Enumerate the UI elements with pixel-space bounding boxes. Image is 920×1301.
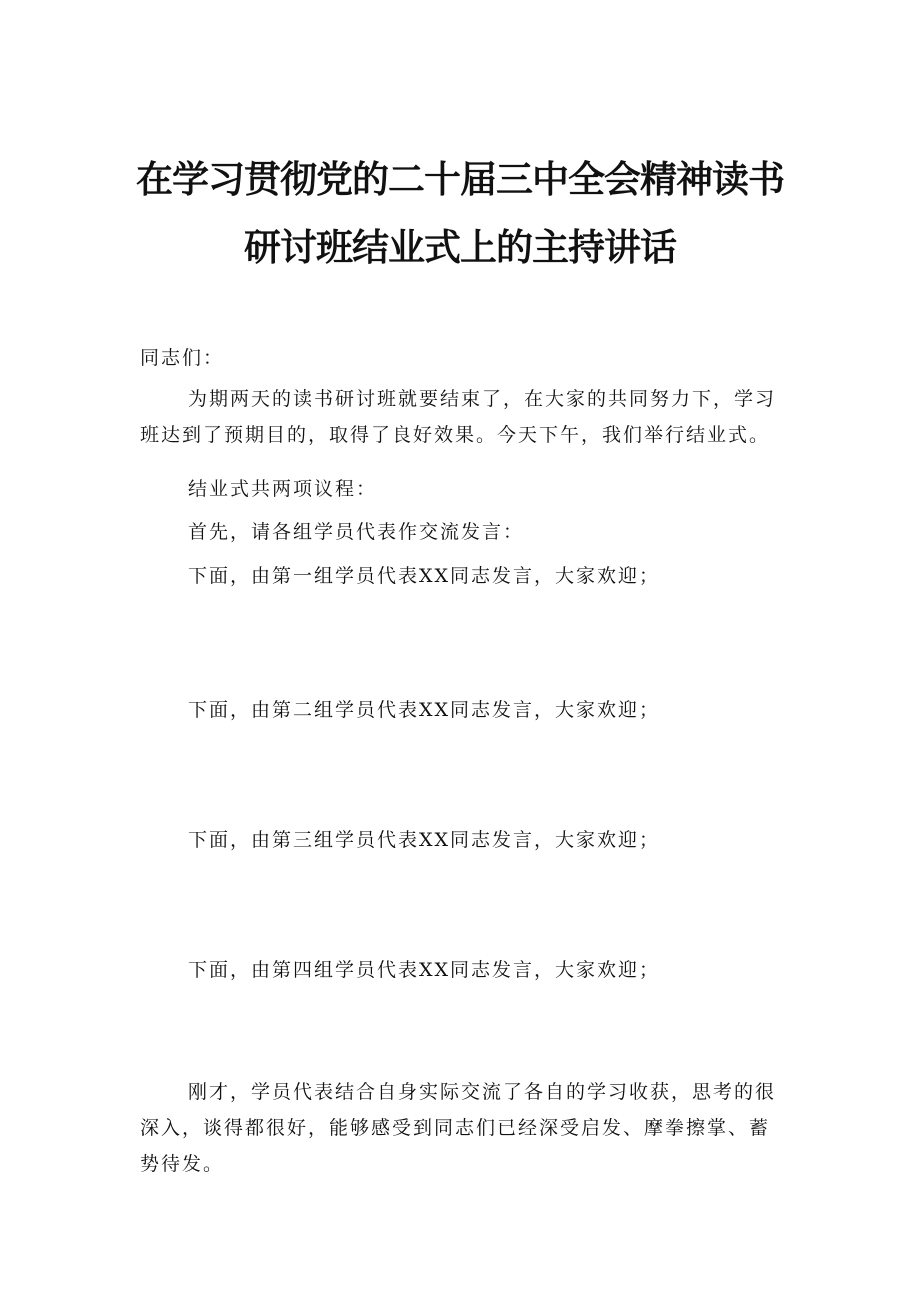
- document-title-line-1: 在学习贯彻党的二十届三中全会精神读书: [136, 158, 784, 201]
- closing-paragraph: 刚才，学员代表结合自身实际交流了各自的学习收获，思考的很深入，谈得都很好，能够感受到同志们已经深受启发、摩拳擦掌、蓄势待发。: [140, 1081, 777, 1175]
- agenda-intro: 结业式共两项议程：: [188, 478, 378, 500]
- first-item: 首先，请各组学员代表作交流发言：: [188, 521, 525, 543]
- speaker-line-4: 下面，由第四组学员代表XX同志发言，大家欢迎；: [188, 959, 661, 981]
- speaker-line-2: 下面，由第二组学员代表XX同志发言，大家欢迎；: [188, 699, 661, 721]
- salutation: 同志们：: [140, 347, 225, 369]
- speaker-line-1: 下面，由第一组学员代表XX同志发言，大家欢迎；: [188, 565, 661, 587]
- opening-paragraph: 为期两天的读书研讨班就要结束了，在大家的共同努力下，学习班达到了预期目的，取得了良好效果。今天下午，我们举行结业式。: [140, 388, 777, 446]
- speaker-line-3: 下面，由第三组学员代表XX同志发言，大家欢迎；: [188, 829, 661, 851]
- document-title-line-2: 研讨班结业式上的主持讲话: [244, 226, 676, 269]
